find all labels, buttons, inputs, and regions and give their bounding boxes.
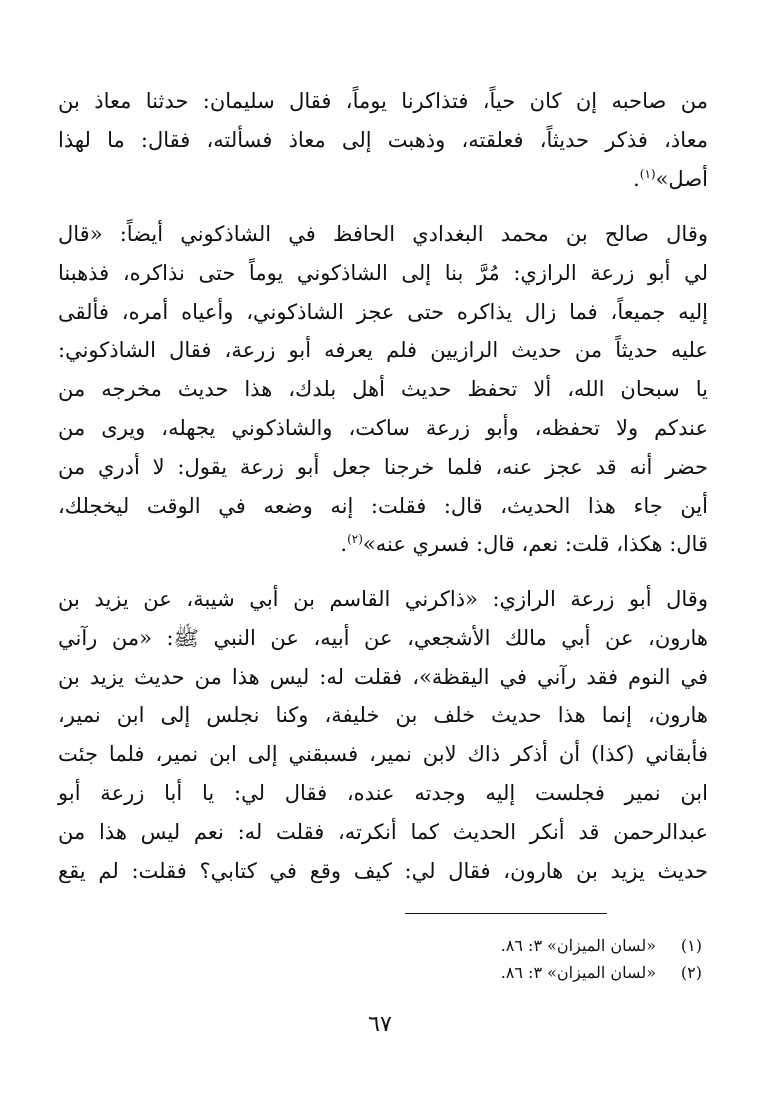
line-tail: . <box>633 166 640 191</box>
footnote-divider <box>405 913 607 914</box>
footnote-item <box>501 959 702 986</box>
text-line: فأبقاني (كذا) أن أذكر ذاك لابن نمير، فسبقني إلى ابن نمير، فلما جئت <box>58 742 708 767</box>
text-line: وقال أبو زرعة الرازي: «ذاكرني القاسم بن أبي شيبة، عن يزيد بن <box>58 587 708 611</box>
footnote-number: (١) <box>680 936 702 955</box>
footnote-ref: (١) <box>639 166 656 181</box>
paragraph-2 <box>58 215 708 564</box>
text-line-last <box>58 160 708 199</box>
text-line: حديث يزيد بن هارون، فقال لي: كيف وقع في كتابي؟ فقلت: لم يقع <box>58 858 708 883</box>
footnote-ref: (٢) <box>347 532 363 547</box>
text-line: يا سبحان الله، ألا تحفظ حديث أهل بلدك، هذا حديث مخرجه من <box>58 377 708 402</box>
line-tail: . <box>340 532 348 557</box>
text-line: لي أبو زرعة الرازي: مُرَّ بنا إلى الشاذكوني يوماً حتى نذاكره، فذهبنا <box>58 260 708 285</box>
text-line-last <box>58 525 708 564</box>
page-number: ٦٧ <box>368 1012 392 1037</box>
paragraph-3 <box>58 580 708 890</box>
text-line: معاذ، فذكر حديثاً، فعلقته، وذهبت إلى معاذ فسألته، فقال: ما لهذا <box>58 127 708 152</box>
paragraph-1 <box>58 82 708 198</box>
footnote-text: «لسان الميزان» ٣: ٨٦. <box>500 936 656 955</box>
text-line: أين جاء هذا الحديث، قال: فقلت: إنه وضعه في الوقت ليخجلك، <box>58 493 708 518</box>
text-line: إليه جميعاً، فما زال يذاكره حتى عجز الشاذكوني، وأعياه أمره، فألقى <box>58 299 708 324</box>
text-line: وقال صالح بن محمد البغدادي الحافظ في الشاذكوني أيضاً: «قال <box>58 222 708 246</box>
text-line: في النوم فقد رآني في اليقظة»، فقلت له: ليس هذا من حديث يزيد بن <box>58 664 708 689</box>
footnote-item <box>501 932 702 959</box>
text-line: عليه حديثاً من حديث الرازيين فلم يعرفه أبو زرعة، فقال الشاذكوني: <box>58 338 708 363</box>
line-text: أصل» <box>655 166 708 191</box>
footnote-number: (٢) <box>680 963 702 982</box>
text-line: هارون، إنما هذا حديث خلف بن خليفة، وكنا نجلس إلى ابن نمير، <box>58 703 708 728</box>
text-line: من صاحبه إن كان حياً، فتذاكرنا يوماً، فقال سليمان: حدثنا معاذ بن <box>58 89 708 113</box>
text-line: هارون، عن أبي مالك الأشجعي، عن أبيه، عن النبي ﷺ: «من رآني <box>58 625 708 650</box>
footnote-text: «لسان الميزان» ٣: ٨٦. <box>500 963 656 982</box>
text-line: عبدالرحمن قد أنكر الحديث كما أنكرته، فقلت له: نعم ليس هذا من <box>58 819 708 844</box>
text-line: ابن نمير فجلست إليه وجدته عنده، فقال لي: يا أبا زرعة أبو <box>58 780 708 805</box>
text-line: عندكم ولا تحفظه، وأبو زرعة ساكت، والشاذكوني يجهله، ويرى من <box>58 415 708 440</box>
footnotes <box>501 932 702 986</box>
line-text: قال: هكذا، قلت: نعم، قال: فسري عنه» <box>362 532 708 557</box>
text-line: حضر أنه قد عجز عنه، فلما خرجنا جعل أبو زرعة يقول: لا أدري من <box>58 454 708 479</box>
